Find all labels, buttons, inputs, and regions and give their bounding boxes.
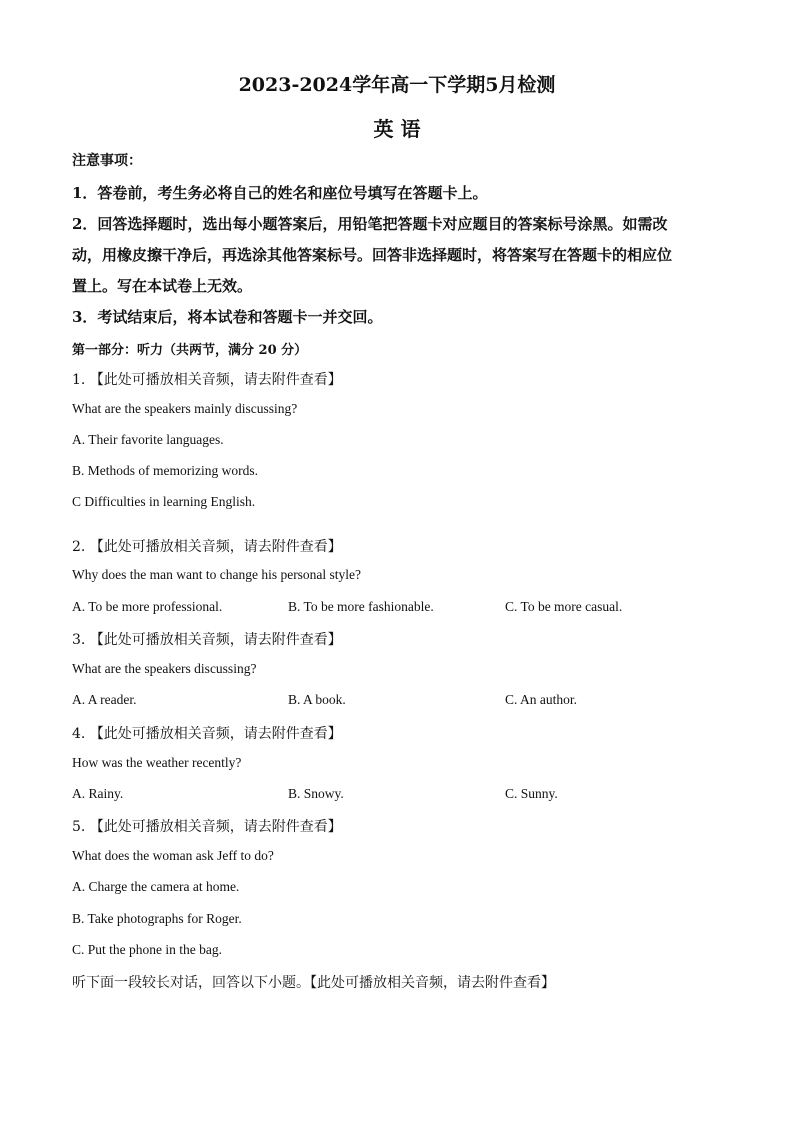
subject-title: 英 语 (373, 117, 421, 141)
option-4c: C. Sunny. (505, 786, 558, 801)
option-3b: B. A book. (288, 692, 346, 707)
option-2c: C. To be more casual. (505, 599, 623, 614)
option-2a: A. To be more professional. (72, 599, 223, 614)
notice-heading: 注意事项： (72, 153, 142, 169)
option-1a: A. Their favorite languages. (72, 432, 224, 447)
audio-link-3[interactable]: 3. 【此处可播放相关音频，请去附件查看】 (72, 632, 342, 648)
page-title: 2023-2024学年高一下学期5月检测 (238, 74, 556, 96)
question-stem-3: What are the speakers discussing? (72, 661, 257, 676)
option-1c: C Difficulties in learning English. (72, 494, 256, 509)
question-stem-2: Why does the man want to change his personal style? (72, 567, 362, 582)
section-title: 第一部分：听力（共两节，满分 20 分） (72, 343, 308, 358)
option-5c: C. Put the phone in the bag. (72, 942, 222, 957)
notice-item-2-line-3: 置上。写在本试卷上无效。 (72, 277, 253, 295)
notice-item-2-line-2: 动，用橡皮擦干净后，再选涂其他答案标号。回答非选择题时，将答案写在答题卡的相应位 (72, 246, 673, 264)
notice-item-1: 1．答卷前，考生务必将自己的姓名和座位号填写在答题卡上。 (72, 184, 488, 202)
option-4a: A. Rainy. (72, 786, 124, 801)
option-3c: C. An author. (505, 692, 578, 707)
audio-link-4[interactable]: 4. 【此处可播放相关音频，请去附件查看】 (72, 726, 342, 742)
question-stem-5: What does the woman ask Jeff to do? (72, 848, 274, 863)
option-4b: B. Snowy. (288, 786, 344, 801)
option-3a: A. A reader. (72, 692, 137, 707)
question-stem-4: How was the weather recently? (72, 755, 242, 770)
option-2b: B. To be more fashionable. (288, 599, 434, 614)
audio-link-2[interactable]: 2. 【此处可播放相关音频，请去附件查看】 (72, 539, 342, 555)
audio-link-5[interactable]: 5. 【此处可播放相关音频，请去附件查看】 (72, 819, 342, 835)
notice-item-3: 3．考试结束后，将本试卷和答题卡一并交回。 (72, 308, 383, 326)
option-5b: B. Take photographs for Roger. (72, 911, 242, 926)
audio-link-1[interactable]: 1. 【此处可播放相关音频，请去附件查看】 (72, 372, 342, 388)
long-dialogue-instruction[interactable]: 听下面一段较长对话，回答以下小题。【此处可播放相关音频，请去附件查看】 (72, 975, 555, 991)
option-1b: B. Methods of memorizing words. (72, 463, 258, 478)
question-stem-1: What are the speakers mainly discussing? (72, 401, 298, 416)
option-5a: A. Charge the camera at home. (72, 879, 240, 894)
notice-item-2-line-1: 2．回答选择题时，选出每小题答案后，用铅笔把答题卡对应题目的答案标号涂黑。如需改 (72, 215, 668, 233)
